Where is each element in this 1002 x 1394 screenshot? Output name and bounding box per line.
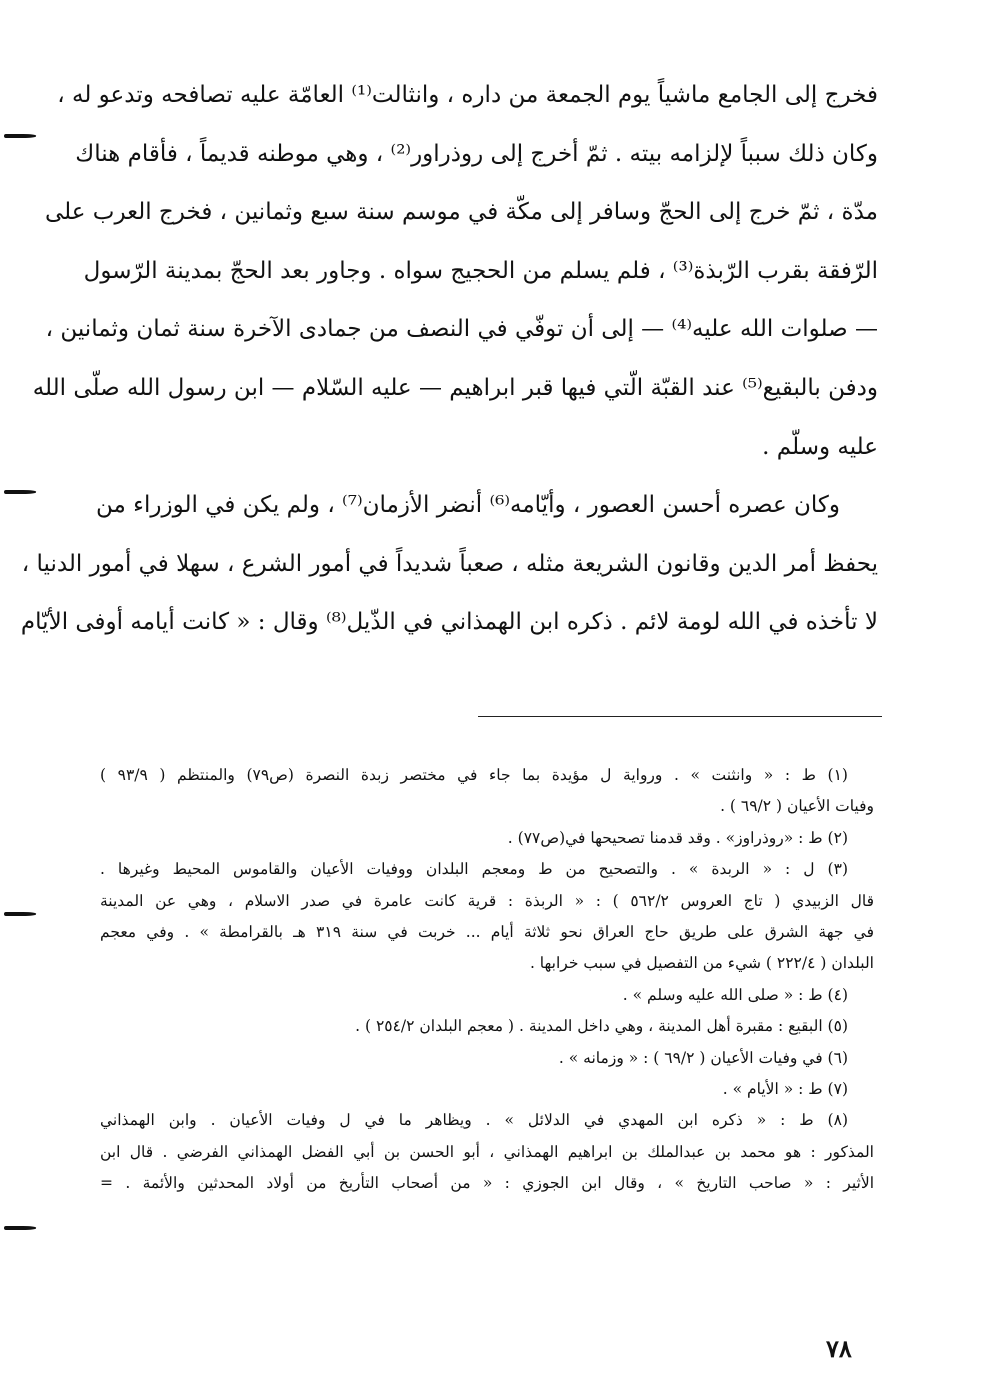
footnote-line: وفيات الأعيان ( ٦٩/٢ ) .	[720, 797, 874, 816]
main-text	[20, 66, 878, 652]
footnote-separator	[478, 716, 882, 717]
footnotes	[100, 760, 874, 1199]
footnote-line: (٨) ط : « ذكره ابن المهدي في الدلائل » . ويظاهر ما في ل وفيات الأعيان . وابن الهمذاني	[100, 1111, 848, 1130]
footnote-line: (٣) ل : « الربدة » . والتصحيح من ط ومعجم البلدان ووفيات الأعيان والقاموس المحيط وغيرها .	[100, 860, 848, 879]
text-line: فخرج إلى الجامع ماشياً يوم الجمعة من داره ، وانثالت⁽¹⁾ العامّة عليه تصافحه وتدعو له ،	[57, 82, 878, 108]
footnote-line: قال الزبيدي ( تاج العروس ٥٦٢/٢ ) : « الربذة : قرية كانت عامرة في صدر الاسلام ، وهي عن المدينة	[100, 891, 874, 910]
footnote-line: (٧) ط : « الأيام » .	[722, 1079, 848, 1098]
margin-mark	[4, 1226, 36, 1230]
footnote-line: (٢) ط : «روذراوز» . وقد قدمنا تصحيحها في(ص٧٧) .	[507, 828, 848, 847]
text-line: — صلوات الله عليه⁽⁴⁾ — إلى أن توفّي في النصف من جمادى الآخرة سنة ثمان وثمانين ،	[45, 316, 878, 343]
footnote-line: (٤) ط : « صلى الله عليه وسلم » .	[622, 985, 848, 1004]
text-line: لا تأخذه في الله لومة لائم . ذكره ابن الهمذاني في الذّيل⁽⁸⁾ وقال : « كانت أيامه أوفى الأيّام	[20, 609, 878, 636]
text-line: يحفظ أمر الدين وقانون الشريعة مثله ، صعباً شديداً في أمور الشرع ، سهلا في أمور الدنيا ،	[21, 550, 878, 577]
margin-mark	[4, 134, 36, 138]
text-line: وكان ذلك سبباً لإلزامه بيته . ثمّ أخرج إلى روذراور⁽²⁾ ، وهي موطنه قديماً ، فأقام هناك	[75, 140, 878, 167]
footnote-line: (٦) في وفيات الأعيان ( ٦٩/٢ ) : « وزمانه » .	[558, 1048, 848, 1067]
text-line: ودفن بالبقيع⁽⁵⁾ عند القبّة الّتي فيها قبر ابراهيم — عليه السّلام — ابن رسول الله صلّى الله	[32, 374, 878, 401]
footnote-line: الأثير : « صاحب التاريخ » ، وقال ابن الجوزي : « من أصحاب التأريخ من أولاد المحدثين والأئمة . =	[100, 1174, 874, 1193]
footnote-line: (٥) البقيع : مقبرة أهل المدينة ، وهي داخل المدينة . ( معجم البلدان ٢٥٤/٢ ) .	[355, 1017, 848, 1036]
footnote-line: المذكور : هو محمد بن عبدالملك بن ابراهيم الهمذاني ، أبو الحسن بن أبي الفضل الهمذاني الفرضي . قال ابن	[100, 1142, 874, 1161]
text-line: عليه وسلّم .	[762, 433, 878, 460]
text-line: وكان عصره أحسن العصور ، وأيّامه⁽⁶⁾ أنضر الأزمان⁽⁷⁾ ، ولم يكن في الوزراء من	[96, 492, 840, 519]
footnote-line: البلدان ( ٢٢٢/٤ ) شيء من التفصيل في سبب خرابها .	[529, 954, 874, 973]
text-line: مدّة ، ثمّ خرج إلى الحجّ وسافر إلى مكّة في موسم سنة سبع وثمانين ، فخرج العرب على	[44, 199, 878, 226]
text-line: الرّفقة بقرب الرّبذة⁽³⁾ ، فلم يسلم من الحجيج سواه . وجاور بعد الحجّ بمدينة الرّسول	[83, 257, 878, 284]
margin-mark	[4, 912, 36, 916]
margin-mark	[4, 490, 36, 494]
page-number: ٧٨	[826, 1334, 852, 1363]
footnote-line: (١) ط : « وانثنت » . ورواية ل مؤيدة بما جاء في مختصر زبدة النصرة (ص٧٩) والمنتظم ( ٩٣/٩ )	[100, 766, 848, 784]
footnote-line: في جهة الشرق على طريق حاج العراق نحو ثلاثة أيام ... خربت في سنة ٣١٩ هـ بالقرامطة » . وفي معجم	[100, 922, 874, 941]
